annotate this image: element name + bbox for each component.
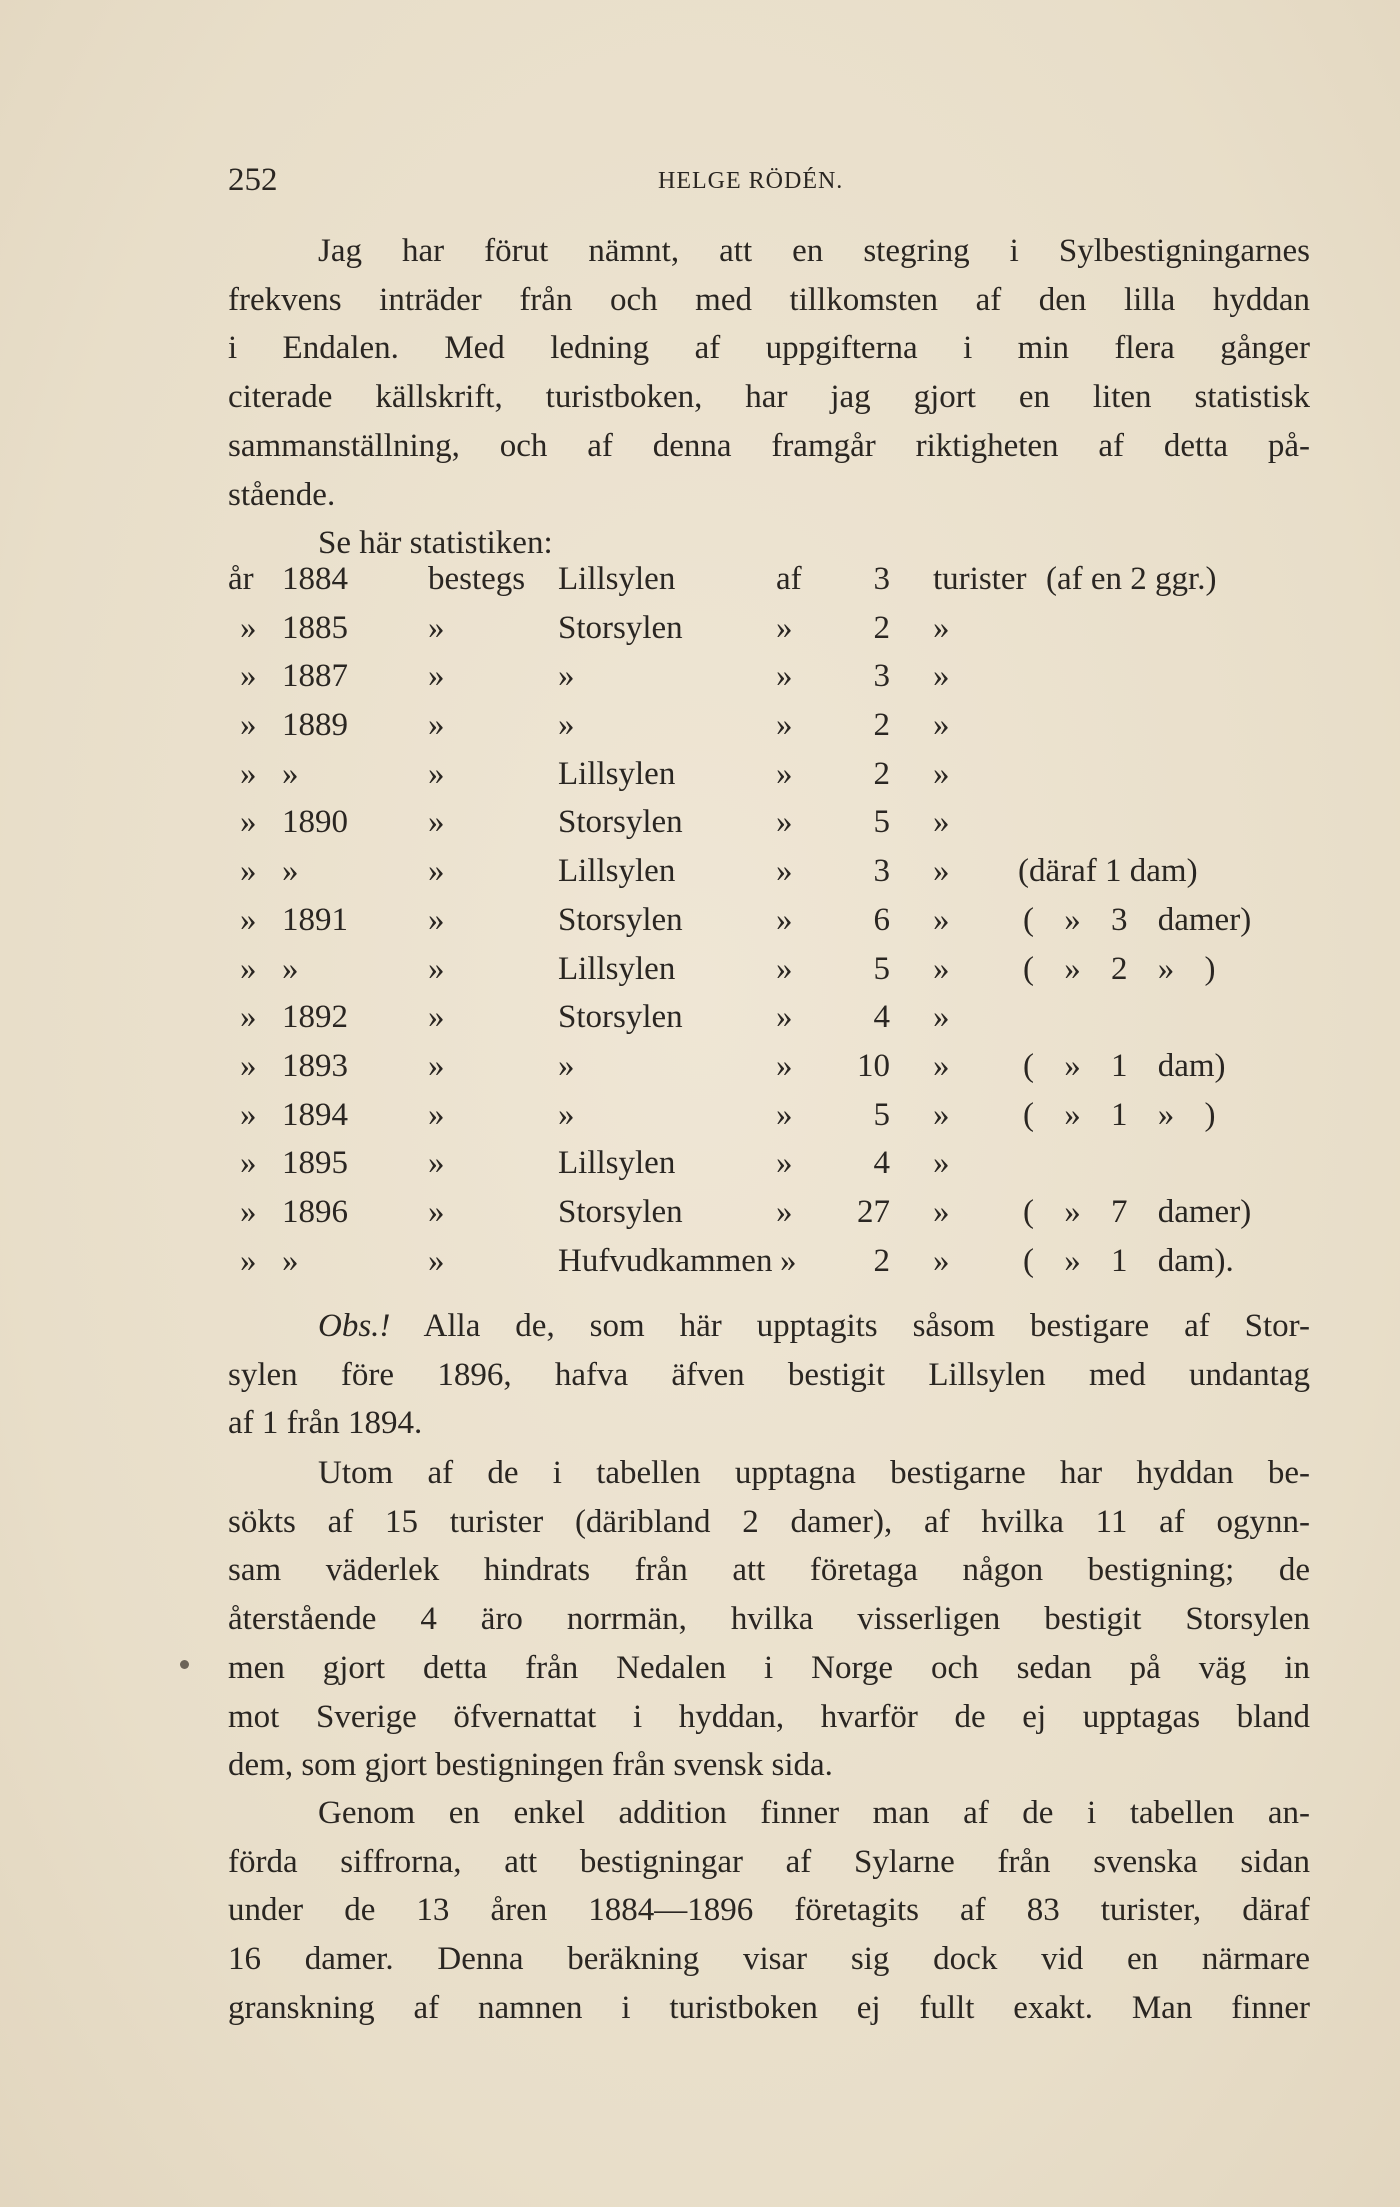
table-cell: 1892 xyxy=(282,999,348,1036)
table-cell: » xyxy=(240,1145,257,1182)
paragraph-intro xyxy=(228,227,1310,568)
text-line: under de 13 åren 1884—1896 företagits af 83 turister, däraf xyxy=(228,1892,1310,1929)
table-cell: år xyxy=(228,561,254,597)
table-note: ( » 1 dam) xyxy=(1023,1047,1226,1084)
table-note: ( » 7 damer) xyxy=(1023,1193,1252,1230)
text-line: sam väderlek hindrats från att företaga någon bestigning; de xyxy=(228,1552,1310,1589)
table-cell: » xyxy=(933,950,950,987)
table-cell: » xyxy=(933,609,950,646)
text-line: förda siffrorna, att bestigningar af Sylarne från svenska sidan xyxy=(228,1843,1310,1880)
table-cell: » xyxy=(428,999,445,1036)
table-cell: » xyxy=(776,853,793,890)
table-cell: 10 xyxy=(857,1047,890,1084)
obs-text: Alla de, som här upptagits såsom bestigare af Stor- xyxy=(423,1308,1310,1344)
table-cell: » xyxy=(933,658,950,695)
table-cell: » xyxy=(933,1193,950,1230)
table-cell: Lillsylen xyxy=(558,1145,676,1182)
table-cell: » xyxy=(282,1242,299,1279)
table-cell: Storsylen xyxy=(558,901,683,938)
obs-label: Obs.! xyxy=(318,1308,391,1344)
table-cell: 3 xyxy=(873,561,890,597)
table-cell: » xyxy=(428,853,445,890)
table-cell: » xyxy=(933,901,950,938)
table-row xyxy=(228,1097,1328,1146)
table-cell: » xyxy=(428,707,445,744)
page-number: 252 xyxy=(228,162,278,198)
table-cell: » xyxy=(776,950,793,987)
table-cell: 1896 xyxy=(282,1193,348,1230)
table-cell: » xyxy=(933,755,950,792)
table-cell: 5 xyxy=(873,950,890,987)
table-cell: » xyxy=(933,1145,950,1182)
statistics-intro: Se här statistiken: xyxy=(318,525,553,562)
table-row xyxy=(228,1145,1328,1194)
table-row xyxy=(228,1048,1328,1097)
table-cell: 1885 xyxy=(282,609,348,646)
table-cell: » xyxy=(428,1193,445,1230)
table-cell: » xyxy=(240,1047,257,1084)
table-cell: Storsylen xyxy=(558,804,683,841)
table-cell: » xyxy=(428,901,445,938)
table-cell: 2 xyxy=(873,755,890,792)
table-row xyxy=(228,756,1328,805)
table-cell: 1895 xyxy=(282,1145,348,1182)
table-row xyxy=(228,902,1328,951)
table-cell: » xyxy=(240,853,257,890)
text-line: stående. xyxy=(228,476,336,513)
table-cell: » xyxy=(776,609,793,646)
table-cell: 27 xyxy=(857,1193,890,1230)
table-cell: 1891 xyxy=(282,901,348,938)
table-cell: 2 xyxy=(873,609,890,646)
paragraph-summary xyxy=(228,1789,1310,2033)
table-row xyxy=(228,853,1328,902)
table-cell: » xyxy=(776,707,793,744)
table-cell: Lillsylen xyxy=(558,561,676,597)
table-cell: 6 xyxy=(873,901,890,938)
table-cell: » xyxy=(776,1145,793,1182)
table-note: ( » 3 damer) xyxy=(1023,901,1252,938)
table-cell: » xyxy=(428,609,445,646)
table-cell: » xyxy=(240,755,257,792)
text-line: sylen före 1896, hafva äfven bestigit Lillsylen med undantag xyxy=(228,1356,1310,1393)
text-line: men gjort detta från Nedalen i Norge och sedan på väg in xyxy=(228,1649,1310,1686)
table-cell: » xyxy=(240,999,257,1036)
text-line: sammanställning, och af denna framgår riktigheten af detta på- xyxy=(228,427,1310,464)
table-cell: » xyxy=(428,950,445,987)
table-cell: Storsylen xyxy=(558,1193,683,1230)
table-cell: » xyxy=(776,901,793,938)
table-cell: 5 xyxy=(873,804,890,841)
running-title: HELGE RÖDÉN. xyxy=(658,168,844,194)
table-cell: 5 xyxy=(873,1096,890,1133)
table-cell: 1884 xyxy=(282,561,348,597)
table-cell: Storsylen xyxy=(558,609,683,646)
table-cell: » xyxy=(776,658,793,695)
table-cell: 1887 xyxy=(282,658,348,695)
table-cell: » xyxy=(240,804,257,841)
text-line: af 1 från 1894. xyxy=(228,1405,423,1442)
text-line xyxy=(228,1302,1310,1351)
table-row xyxy=(228,1194,1328,1243)
table-cell: » xyxy=(776,999,793,1036)
table-cell: » xyxy=(933,707,950,744)
table-cell: bestegs xyxy=(428,561,526,597)
table-note: (däraf 1 dam) xyxy=(1018,853,1198,890)
table-cell: 1894 xyxy=(282,1096,348,1133)
table-cell: » xyxy=(558,707,575,744)
table-cell: » xyxy=(933,1047,950,1084)
table-cell: » xyxy=(558,1047,575,1084)
table-cell: » xyxy=(240,901,257,938)
table-cell: » xyxy=(282,755,299,792)
table-cell: » xyxy=(933,1242,950,1279)
text-line: 16 damer. Denna beräkning visar sig dock vid en närmare xyxy=(228,1941,1310,1978)
table-cell: » xyxy=(558,658,575,695)
text-line: Jag har förut nämnt, att en stegring i Sylbestigningarnes xyxy=(318,233,1310,269)
table-cell: » xyxy=(428,804,445,841)
text-line: återstående 4 äro norrmän, hvilka visserligen bestigit Storsylen xyxy=(228,1601,1310,1638)
table-cell: » xyxy=(240,609,257,646)
table-cell: » xyxy=(240,1096,257,1133)
table-cell: 3 xyxy=(873,853,890,890)
text-line: Utom af de i tabellen upptagna bestigarne har hyddan be- xyxy=(318,1455,1310,1491)
text-line: granskning af namnen i turistboken ej fullt exakt. Man finner xyxy=(228,1989,1310,2026)
table-cell: 1889 xyxy=(282,707,348,744)
table-cell: » xyxy=(428,755,445,792)
table-note: (af en 2 ggr.) xyxy=(1046,561,1217,597)
table-cell: turister xyxy=(933,561,1027,597)
text-line: frekvens inträder från och med tillkomsten af den lilla hyddan xyxy=(228,281,1310,318)
text-line: citerade källskrift, turistboken, har jag gjort en liten statistisk xyxy=(228,379,1310,416)
text-line: i Endalen. Med ledning af uppgifterna i min flera gånger xyxy=(228,330,1310,367)
page-header xyxy=(228,162,1318,206)
table-cell: Lillsylen xyxy=(558,853,676,890)
table-row xyxy=(228,804,1328,853)
table-cell: » xyxy=(240,707,257,744)
table-cell: » xyxy=(428,1242,445,1279)
table-cell: » xyxy=(428,658,445,695)
table-row xyxy=(228,561,1328,610)
table-cell: » xyxy=(933,804,950,841)
table-cell: 1893 xyxy=(282,1047,348,1084)
table-cell: » xyxy=(282,853,299,890)
text-line: dem, som gjort bestigningen från svensk sida. xyxy=(228,1747,833,1784)
table-cell: » xyxy=(282,950,299,987)
table-note: ( » 1 » ) xyxy=(1023,1096,1216,1133)
table-cell: » xyxy=(776,1193,793,1230)
table-row xyxy=(228,610,1328,659)
table-cell: » xyxy=(240,1193,257,1230)
statistics-table xyxy=(228,561,1328,1291)
table-cell: 1890 xyxy=(282,804,348,841)
table-cell: Lillsylen xyxy=(558,950,676,987)
table-cell: » xyxy=(776,1096,793,1133)
table-cell: » xyxy=(933,853,950,890)
table-cell: » xyxy=(428,1047,445,1084)
table-cell: » xyxy=(776,755,793,792)
table-cell: Storsylen xyxy=(558,999,683,1036)
paragraph-obs xyxy=(228,1302,1310,1448)
table-row xyxy=(228,658,1328,707)
table-cell: 4 xyxy=(873,1145,890,1182)
table-row xyxy=(228,707,1328,756)
table-cell: » xyxy=(933,999,950,1036)
table-cell: Hufvudkammen xyxy=(558,1242,773,1279)
table-cell: 3 xyxy=(873,658,890,695)
ink-spot xyxy=(180,1660,189,1669)
table-cell: » xyxy=(776,804,793,841)
table-row xyxy=(228,951,1328,1000)
table-row xyxy=(228,999,1328,1048)
text-line: Genom en enkel addition finner man af de i tabellen an- xyxy=(318,1795,1310,1831)
text-line: mot Sverige öfvernattat i hyddan, hvarför de ej upptagas bland xyxy=(228,1698,1310,1735)
table-cell: » xyxy=(240,950,257,987)
table-cell: 2 xyxy=(873,707,890,744)
table-cell: af xyxy=(776,561,802,597)
table-cell: » xyxy=(240,1242,257,1279)
table-row xyxy=(228,1243,1328,1292)
table-cell: » xyxy=(558,1096,575,1133)
paragraph-visitors xyxy=(228,1449,1310,1790)
table-cell: » xyxy=(933,1096,950,1133)
table-note: ( » 2 » ) xyxy=(1023,950,1216,987)
table-cell: » xyxy=(428,1096,445,1133)
table-cell: » xyxy=(428,1145,445,1182)
table-cell: » xyxy=(780,1242,797,1279)
table-cell: Lillsylen xyxy=(558,755,676,792)
table-cell: » xyxy=(240,658,257,695)
table-cell: 4 xyxy=(873,999,890,1036)
table-cell: » xyxy=(776,1047,793,1084)
table-note: ( » 1 dam). xyxy=(1023,1242,1234,1279)
table-cell: 2 xyxy=(873,1242,890,1279)
text-line: sökts af 15 turister (däribland 2 damer), af hvilka 11 af ogynn- xyxy=(228,1503,1310,1540)
